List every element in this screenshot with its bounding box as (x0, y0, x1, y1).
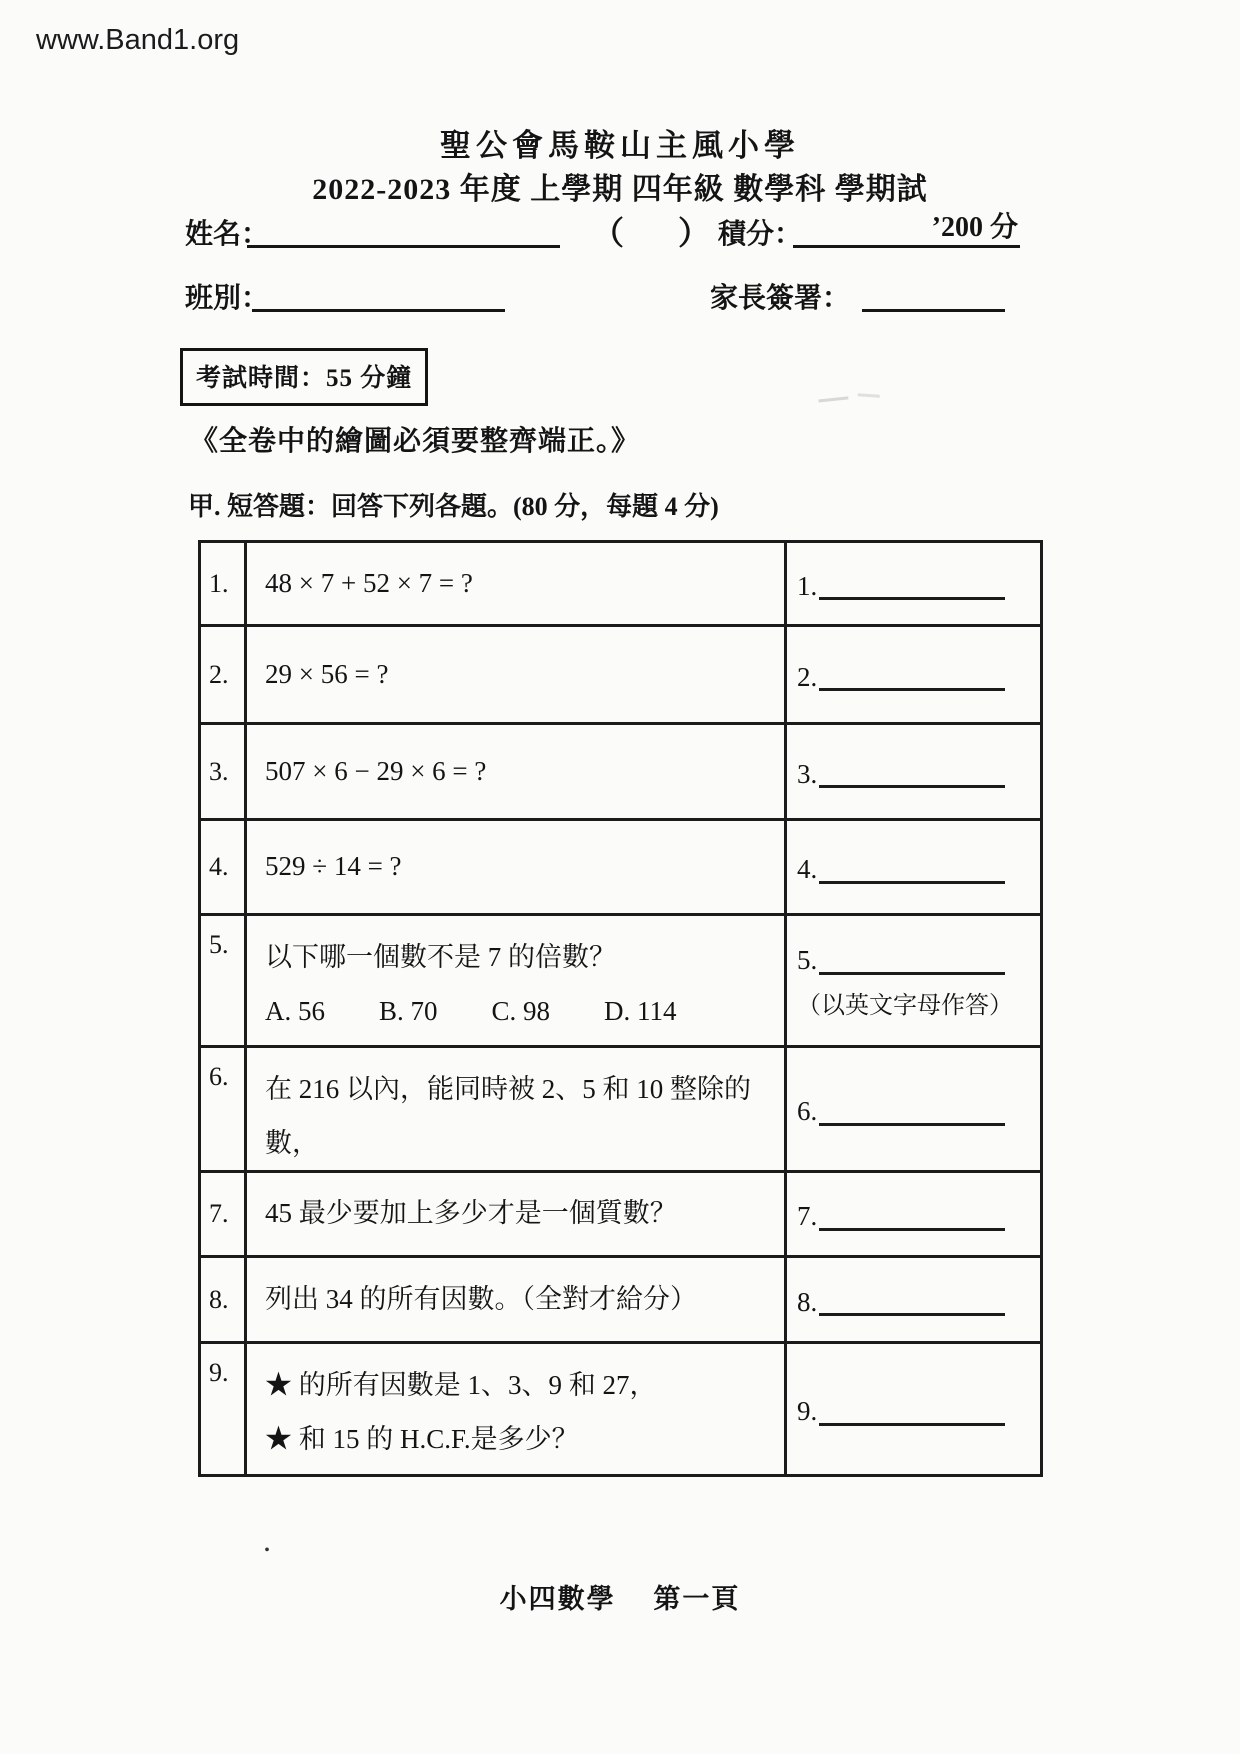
question-number: 9. (209, 1358, 229, 1387)
question-number-cell (201, 543, 247, 624)
question-number-cell (201, 1048, 247, 1170)
answer-cell (787, 725, 1040, 818)
question-number-cell (201, 821, 247, 913)
question-row (201, 1344, 1040, 1474)
answer-line (797, 755, 1040, 788)
answer-number: 2. (797, 661, 818, 692)
question-number-cell (201, 1258, 247, 1341)
answer-cell (787, 627, 1040, 722)
answer-blank-line (819, 567, 1005, 600)
question-number-cell (201, 1173, 247, 1255)
question-row (201, 1173, 1040, 1258)
question-number-cell (201, 916, 247, 1045)
answer-number: 7. (797, 1201, 818, 1232)
question-line: 在 216 以內，能同時被 2、5 和 10 整除的數， (265, 1074, 751, 1158)
page-footer: 小四數學 第一頁 (499, 1584, 741, 1614)
name-label: 姓名： (185, 219, 270, 250)
question-row (201, 725, 1040, 821)
score-field-line (793, 208, 1020, 248)
question-text-cell (247, 543, 787, 624)
question-line: 45 最少要加上多少才是一個質數？ (265, 1198, 677, 1229)
answer-line (797, 1393, 1040, 1426)
name-paren-open: （ (592, 215, 625, 251)
questions-table (198, 540, 1043, 1477)
question-number: 4. (209, 852, 229, 881)
question-number: 7. (209, 1199, 229, 1228)
stray-dot-mark: . (263, 1522, 271, 1558)
question-line: 29 × 56 = ? (265, 658, 389, 689)
answer-line (797, 851, 1040, 884)
question-text-cell (247, 1173, 787, 1255)
answer-line (797, 1093, 1040, 1126)
question-row (201, 627, 1040, 725)
answer-number: 5. (797, 945, 818, 976)
question-line: A. 56 B. 70 C. 98 D. 114 (265, 996, 677, 1026)
answer-line (797, 1198, 1040, 1231)
question-number: 5. (209, 930, 229, 959)
answer-cell (787, 821, 1040, 913)
score-label: 積分： (718, 219, 803, 250)
answer-cell (787, 1173, 1040, 1255)
answer-blank-line (819, 1093, 1005, 1126)
question-row (201, 1258, 1040, 1344)
answer-number: 8. (797, 1286, 818, 1317)
answer-number: 4. (797, 854, 818, 885)
question-number-cell (201, 1344, 247, 1474)
answer-number: 1. (797, 570, 818, 601)
watermark-url: www.Band1.org (36, 24, 240, 56)
answer-blank-line (819, 942, 1005, 975)
answer-line (797, 658, 1040, 691)
question-number-cell (201, 627, 247, 722)
answer-line (797, 567, 1040, 600)
question-text-cell (247, 1048, 787, 1170)
answer-line (797, 1283, 1040, 1316)
question-line: 507 × 6 − 29 × 6 = ? (265, 755, 487, 786)
answer-blank-line (819, 1393, 1005, 1426)
question-row (201, 821, 1040, 916)
question-line: ★ 和 15 的 H.C.F.是多少？ (265, 1424, 579, 1454)
question-line: ★ 的所有因數是 1、3、9 和 27， (265, 1370, 657, 1400)
class-label: 班別： (185, 283, 270, 314)
name-field-line (247, 208, 560, 248)
question-number: 2. (209, 659, 229, 689)
question-number-cell (201, 725, 247, 818)
scan-smudge (858, 385, 881, 398)
answer-cell (787, 1048, 1040, 1170)
answer-number: 9. (797, 1396, 818, 1427)
question-row (201, 543, 1040, 627)
question-row (201, 1048, 1040, 1173)
answer-blank-line (819, 658, 1005, 691)
answer-note: （以英文字母作答） (797, 992, 1013, 1019)
question-number: 6. (209, 1062, 229, 1091)
question-line: 以下哪一個數不是 7 的倍數？ (265, 942, 616, 972)
scan-smudge (818, 388, 849, 402)
answer-blank-line (819, 1198, 1005, 1231)
answer-cell (787, 1344, 1040, 1474)
question-line: 48 × 7 + 52 × 7 = ? (265, 567, 473, 598)
question-text-cell (247, 627, 787, 722)
answer-blank-line (819, 1283, 1005, 1316)
question-number: 8. (209, 1284, 229, 1314)
answer-number: 6. (797, 1096, 818, 1127)
answer-number: 3. (797, 758, 818, 789)
question-line: 529 ÷ 14 = ? (265, 851, 402, 882)
score-total-text: ’200 分 (931, 212, 1018, 243)
question-line: 列出 34 的所有因數。（全對才給分） (265, 1283, 697, 1314)
answer-blank-line (819, 755, 1005, 788)
school-name: 聖公會馬鞍山主風小學 (440, 128, 800, 163)
question-text-cell (247, 1258, 787, 1341)
parent-signature-label: 家長簽署： (710, 283, 851, 314)
name-paren-close: ） (678, 215, 711, 251)
question-number: 1. (209, 568, 229, 598)
question-text-cell (247, 1344, 787, 1474)
answer-cell (787, 916, 1040, 1045)
answer-blank-line (819, 851, 1005, 884)
class-field-line (252, 272, 505, 312)
question-text-cell (247, 725, 787, 818)
section-a-header: 甲. 短答題：回答下列各題。(80 分，每題 4 分) (188, 492, 719, 521)
question-row (201, 916, 1040, 1048)
question-text-cell (247, 916, 787, 1045)
question-text-cell (247, 821, 787, 913)
parent-signature-line (862, 272, 1005, 312)
answer-cell (787, 543, 1040, 624)
exam-time-box: 考試時間：55 分鐘 (180, 348, 428, 406)
answer-cell (787, 1258, 1040, 1341)
drawing-notice: 《全卷中的繪圖必須要整齊端正。》 (190, 426, 641, 457)
answer-line (797, 942, 1040, 975)
exam-title: 2022-2023 年度 上學期 四年級 數學科 學期試 (312, 173, 928, 206)
question-number: 3. (209, 756, 229, 786)
